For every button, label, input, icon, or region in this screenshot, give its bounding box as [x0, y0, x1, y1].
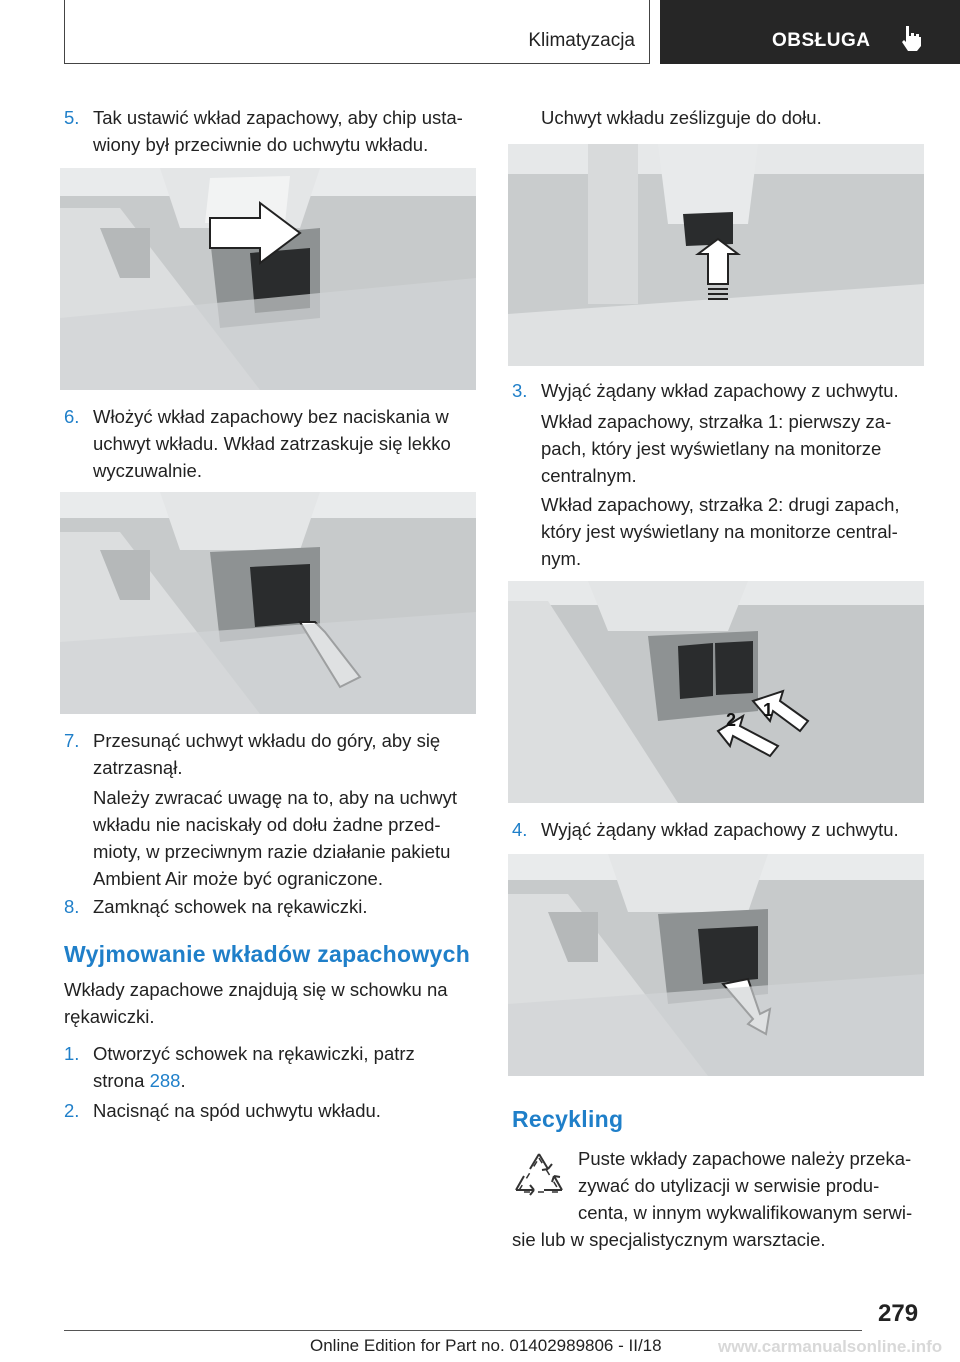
arrow-label-2: 2: [726, 710, 737, 730]
note-line: pach, który jest wyświetlany na monitorze: [541, 438, 882, 459]
footer-divider: [64, 1330, 862, 1331]
step-number: 1.: [64, 1043, 80, 1064]
page-reference-link[interactable]: 288: [149, 1070, 181, 1091]
step-text: Wyjąć żądany wkład zapachowy z uchwytu.: [541, 380, 899, 401]
note-line: Należy zwracać uwagę na to, aby na uchwyt: [93, 787, 458, 808]
step-text: wyczuwalnie.: [93, 460, 202, 481]
step-text: Włożyć wkład zapachowy bez naciskania w: [93, 406, 449, 427]
note-line: Wkład zapachowy, strzałka 1: pierwszy za-: [541, 411, 892, 432]
intro-line: rękawiczki.: [64, 1006, 155, 1027]
note-line: który jest wyświetlany na monitorze central-: [541, 521, 898, 542]
recycling-line: centa, w innym wykwalifikowanym serwi-: [578, 1202, 913, 1223]
note-line: mioty, w przeciwnym razie działanie pakietu: [93, 841, 451, 862]
photo-holder-down: [508, 144, 924, 366]
pointing-hand-icon: [898, 24, 924, 52]
step-text: Tak ustawić wkład zapachowy, aby chip usta-: [93, 107, 463, 128]
note-line: nym.: [541, 548, 582, 569]
step-number: 8.: [64, 896, 80, 917]
step-1: [64, 1040, 484, 1094]
step-4: [512, 816, 932, 843]
step-number: 3.: [512, 380, 528, 401]
photo-remove-cartridge: [508, 854, 924, 1076]
photo-slide-up-holder: [60, 492, 476, 714]
note-line: wkładu nie naciskały od dołu żadne przed-: [93, 814, 441, 835]
intro-line: Wkłady zapachowe znajdują się w schowku na: [64, 979, 448, 1000]
section-title: Klimatyzacja: [528, 30, 635, 51]
section-heading-remove-cartridges: Wyjmowanie wkładów zapachowych: [64, 941, 471, 967]
step-7: [64, 727, 484, 781]
photo-insert-cartridge: [60, 168, 476, 390]
step-3-note-1: [541, 408, 941, 489]
step-8: [64, 893, 484, 920]
watermark: www.carmanualsonline.info: [718, 1337, 943, 1356]
note-line: Wkład zapachowy, strzałka 2: drugi zapach,: [541, 494, 900, 515]
step-text: uchwyt wkładu. Wkład zatrzaskuje się lekko: [93, 433, 451, 454]
recycling-line: zywać do utylizacji w serwisie produ-: [578, 1175, 880, 1196]
step-text: Otworzyć schowek na rękawiczki, patrz: [93, 1043, 415, 1064]
step-text-line2: [93, 1067, 415, 1094]
step-text: .: [180, 1070, 186, 1091]
photo-two-cartridges: [508, 581, 924, 803]
recycling-line: Puste wkłady zapachowe należy przeka-: [578, 1148, 912, 1169]
step-3: [512, 377, 932, 404]
note-line: Ambient Air może być ograniczone.: [93, 868, 383, 889]
note-line: centralnym.: [541, 465, 637, 486]
chapter-tab-label: OBSŁUGA: [772, 30, 871, 51]
section-heading-recycling: Recykling: [512, 1106, 624, 1132]
step-6: [64, 403, 484, 484]
arrow-label-1: 1: [763, 700, 774, 720]
step-text: Wyjąć żądany wkład zapachowy z uchwytu.: [541, 819, 899, 840]
step-text: wiony był przeciwnie do uchwytu wkładu.: [93, 134, 429, 155]
step-2: [64, 1097, 484, 1124]
step-number: 7.: [64, 730, 80, 751]
recycling-text: [512, 1145, 932, 1253]
step-3-note-2: [541, 491, 941, 572]
recycling-line: sie lub w specjalistycznym warsztacie.: [512, 1229, 826, 1250]
chapter-tab[interactable]: [660, 0, 960, 64]
step-number: 5.: [64, 107, 80, 128]
step-text: zatrzasnął.: [93, 757, 183, 778]
caption-holder-slides-down: Uchwyt wkładu ześlizguje do dołu.: [541, 107, 822, 128]
header-frame: [64, 0, 650, 64]
step-text: Przesunąć uchwyt wkładu do góry, aby się: [93, 730, 441, 751]
step-number: 4.: [512, 819, 528, 840]
edition-info: Online Edition for Part no. 01402989806 - II/18: [310, 1336, 662, 1355]
step-5: [64, 104, 484, 158]
step-text: strona: [93, 1070, 150, 1091]
step-text: Zamknąć schowek na rękawiczki.: [93, 896, 368, 917]
step-number: 6.: [64, 406, 80, 427]
step-number: 2.: [64, 1100, 80, 1121]
page-number: 279: [878, 1300, 919, 1327]
step-text: Nacisnąć na spód uchwytu wkładu.: [93, 1100, 381, 1121]
step-7-note: [93, 784, 493, 892]
intro-text: [64, 976, 484, 1030]
